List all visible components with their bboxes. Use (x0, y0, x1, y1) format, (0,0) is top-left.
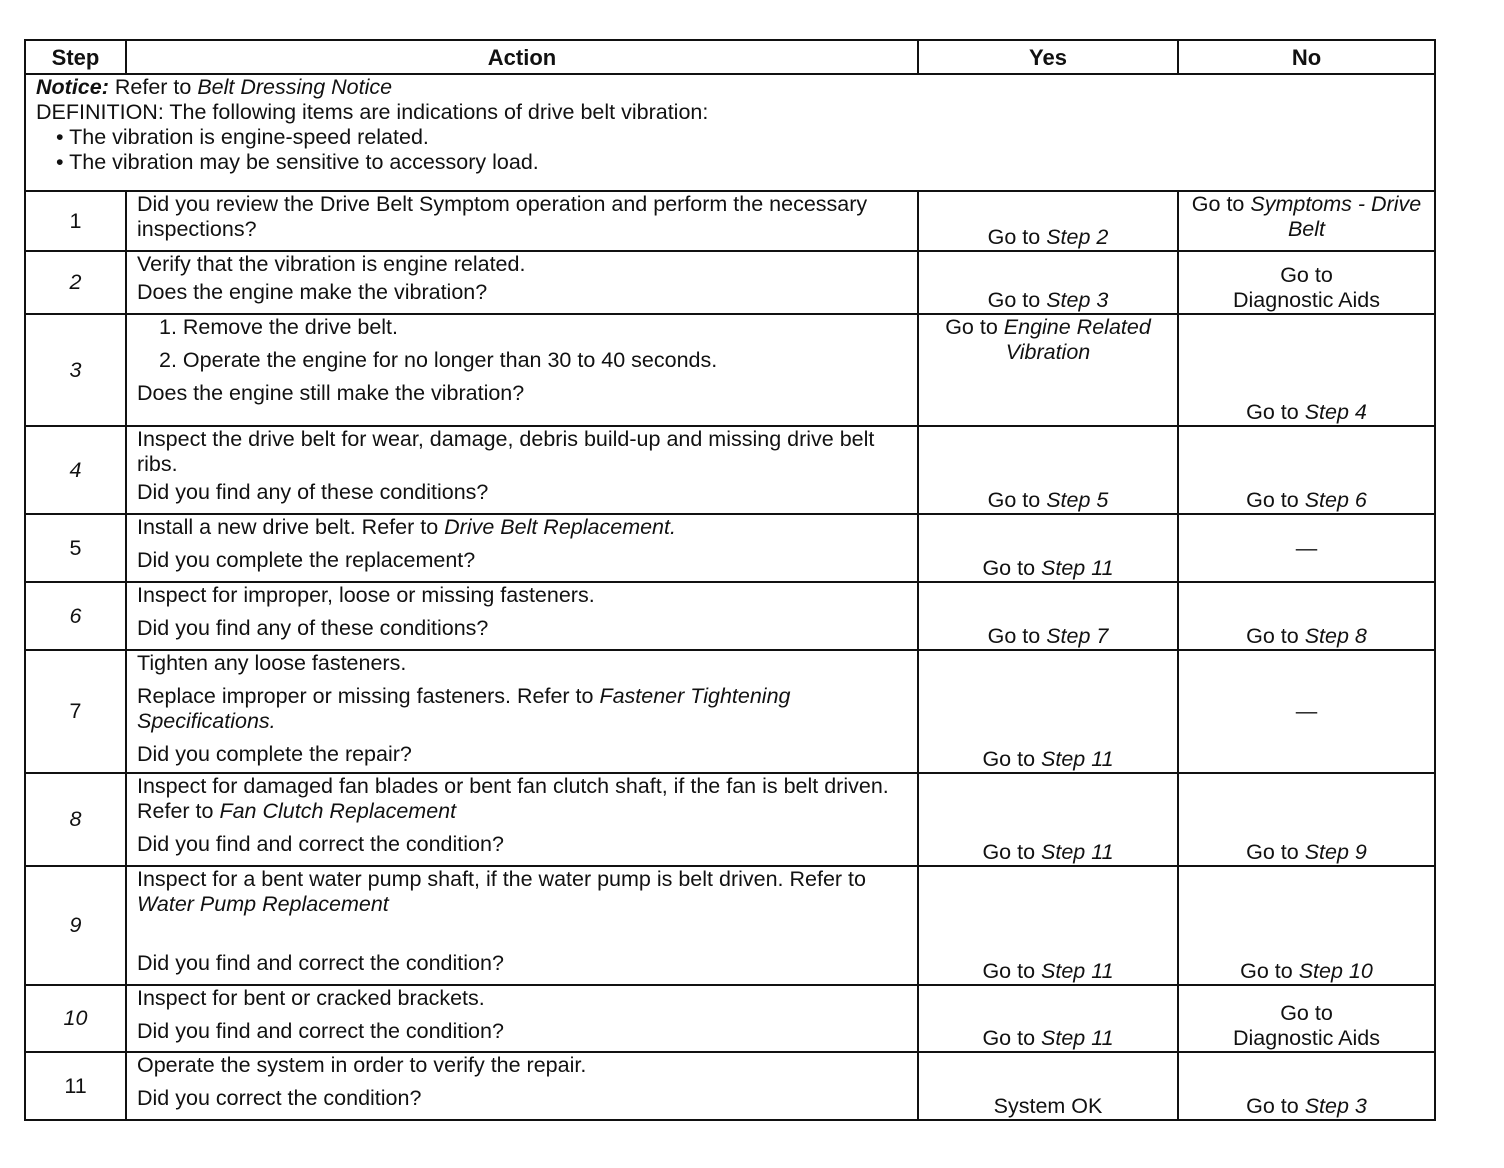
action-ref[interactable]: Fan Clutch Replacement (219, 799, 457, 823)
no-cell: Go to Step 6 (1178, 426, 1435, 514)
step-number: 10 (25, 985, 126, 1052)
step-number: 9 (25, 866, 126, 985)
action-question: Did you correct the condition? (137, 1086, 422, 1110)
yes-cell: Go to Step 11 (918, 514, 1178, 582)
action-cell (126, 514, 918, 582)
no-cell: Go to Step 10 (1178, 866, 1435, 985)
action-cell (126, 985, 918, 1052)
action-ref[interactable]: Fastener Tightening Specifications. (137, 684, 791, 733)
action-cell (126, 866, 918, 985)
table-row (25, 650, 1435, 773)
table-row (25, 191, 1435, 251)
step-number: 4 (25, 426, 126, 514)
yes-cell: Go to Engine Related Vibration (918, 314, 1178, 426)
yes-cell: Go to Step 3 (918, 251, 1178, 314)
action-question: Does the engine make the vibration? (137, 280, 488, 304)
notice-row (25, 74, 1435, 191)
action-text: Inspect the drive belt for wear, damage, debris build-up and missing drive belt ribs. (137, 427, 875, 476)
action-ref[interactable]: Water Pump Replacement (137, 892, 389, 916)
action-cell (126, 314, 918, 426)
action-cell (126, 251, 918, 314)
notice-cell (25, 74, 1435, 191)
notice-label: Notice: (36, 75, 109, 99)
action-question: Did you review the Drive Belt Symptom operation and perform the necessary inspections? (137, 192, 868, 241)
yes-link[interactable]: Step 11 (1041, 1026, 1114, 1050)
action-question: Did you find any of these conditions? (137, 616, 489, 640)
yes-link[interactable]: Step 11 (1041, 747, 1114, 771)
table-row (25, 251, 1435, 314)
yes-cell: Go to Step 2 (918, 191, 1178, 251)
no-link[interactable]: Symptoms - Drive Belt (1250, 192, 1422, 241)
action-question: Did you find any of these conditions? (137, 480, 489, 504)
bullet-item: • The vibration is engine-speed related. (56, 125, 429, 149)
step-number: 2 (25, 251, 126, 314)
bullet-item: • The vibration may be sensitive to accessory load. (56, 150, 539, 174)
notice-text: Refer to (114, 75, 192, 99)
yes-link[interactable]: Step 11 (1041, 959, 1114, 983)
header-no: No (1178, 40, 1435, 74)
no-link[interactable]: Step 6 (1304, 488, 1367, 512)
action-text: Install a new drive belt. Refer to (137, 515, 439, 539)
action-text: Inspect for bent or cracked brackets. (137, 986, 485, 1010)
yes-cell: Go to Step 11 (918, 985, 1178, 1052)
header-step: Step (25, 40, 126, 74)
yes-link[interactable]: Engine Related Vibration (1003, 315, 1151, 364)
no-cell: — (1178, 514, 1435, 582)
action-question: Did you complete the repair? (137, 742, 412, 766)
yes-link[interactable]: Step 3 (1046, 288, 1109, 312)
no-cell: — (1178, 650, 1435, 773)
no-cell: Go to Step 4 (1178, 314, 1435, 426)
yes-link[interactable]: Step 11 (1041, 840, 1114, 864)
no-cell: Go to Step 8 (1178, 582, 1435, 650)
step-number: 1 (25, 191, 126, 251)
no-link[interactable]: Diagnostic Aids (1233, 1026, 1380, 1050)
action-text: Operate the system in order to verify the repair. (137, 1053, 587, 1077)
table-row (25, 426, 1435, 514)
yes-cell: Go to Step 7 (918, 582, 1178, 650)
no-cell: Go to Diagnostic Aids (1178, 251, 1435, 314)
table-row (25, 866, 1435, 985)
action-cell (126, 650, 918, 773)
action-substep: 2. Operate the engine for no longer than 30 to 40 seconds. (159, 348, 718, 372)
action-text: Inspect for a bent water pump shaft, if the water pump is belt driven. Refer to (137, 867, 866, 891)
table-row (25, 314, 1435, 426)
action-question: Did you find and correct the condition? (137, 951, 504, 975)
yes-link[interactable]: Step 11 (1041, 556, 1114, 580)
no-cell: Go to Step 9 (1178, 773, 1435, 866)
table-row (25, 1052, 1435, 1120)
action-cell (126, 1052, 918, 1120)
action-question: Did you complete the replacement? (137, 548, 476, 572)
action-ref[interactable]: Drive Belt Replacement. (444, 515, 676, 539)
yes-link[interactable]: Step 5 (1046, 488, 1109, 512)
action-substep: 1. Remove the drive belt. (159, 315, 399, 339)
notice-ref: Belt Dressing Notice (197, 75, 393, 99)
diagnostic-table (24, 39, 1436, 1121)
no-link[interactable]: Step 4 (1304, 400, 1367, 424)
action-text: Inspect for improper, loose or missing fasteners. (137, 583, 595, 607)
action-text: Tighten any loose fasteners. (137, 651, 407, 675)
step-number: 6 (25, 582, 126, 650)
definition-text: DEFINITION: The following items are indications of drive belt vibration: (36, 100, 709, 124)
action-text: Inspect for damaged fan blades or bent fan clutch shaft, if the fan is belt driven. Refer to (137, 774, 889, 823)
header-row (25, 40, 1435, 74)
step-number: 7 (25, 650, 126, 773)
action-cell (126, 191, 918, 251)
action-cell (126, 582, 918, 650)
no-cell: Go to Diagnostic Aids (1178, 985, 1435, 1052)
action-text: Replace improper or missing fasteners. Refer to (137, 684, 594, 708)
yes-cell: Go to Step 11 (918, 773, 1178, 866)
yes-cell: System OK (918, 1052, 1178, 1120)
yes-link[interactable]: Step 2 (1046, 225, 1109, 249)
action-text: Verify that the vibration is engine related. (137, 252, 526, 276)
no-link[interactable]: Step 8 (1304, 624, 1367, 648)
action-cell (126, 426, 918, 514)
header-yes: Yes (918, 40, 1178, 74)
action-question: Did you find and correct the condition? (137, 1019, 504, 1043)
yes-cell: Go to Step 11 (918, 866, 1178, 985)
table-row (25, 773, 1435, 866)
table-row (25, 582, 1435, 650)
no-link[interactable]: Step 9 (1304, 840, 1367, 864)
step-number: 8 (25, 773, 126, 866)
table-row (25, 985, 1435, 1052)
action-question: Does the engine still make the vibration? (137, 381, 525, 405)
yes-cell: Go to Step 5 (918, 426, 1178, 514)
no-link[interactable]: Step 3 (1304, 1094, 1367, 1118)
step-number: 5 (25, 514, 126, 582)
header-action: Action (126, 40, 918, 74)
no-cell: Go to Symptoms - Drive Belt (1178, 191, 1435, 251)
step-number: 11 (25, 1052, 126, 1120)
no-cell: Go to Step 3 (1178, 1052, 1435, 1120)
step-number: 3 (25, 314, 126, 426)
no-link[interactable]: Step 10 (1298, 959, 1373, 983)
table-row (25, 514, 1435, 582)
yes-link[interactable]: Step 7 (1046, 624, 1109, 648)
yes-cell: Go to Step 11 (918, 650, 1178, 773)
action-cell (126, 773, 918, 866)
action-question: Did you find and correct the condition? (137, 832, 504, 856)
no-link[interactable]: Diagnostic Aids (1233, 288, 1380, 312)
